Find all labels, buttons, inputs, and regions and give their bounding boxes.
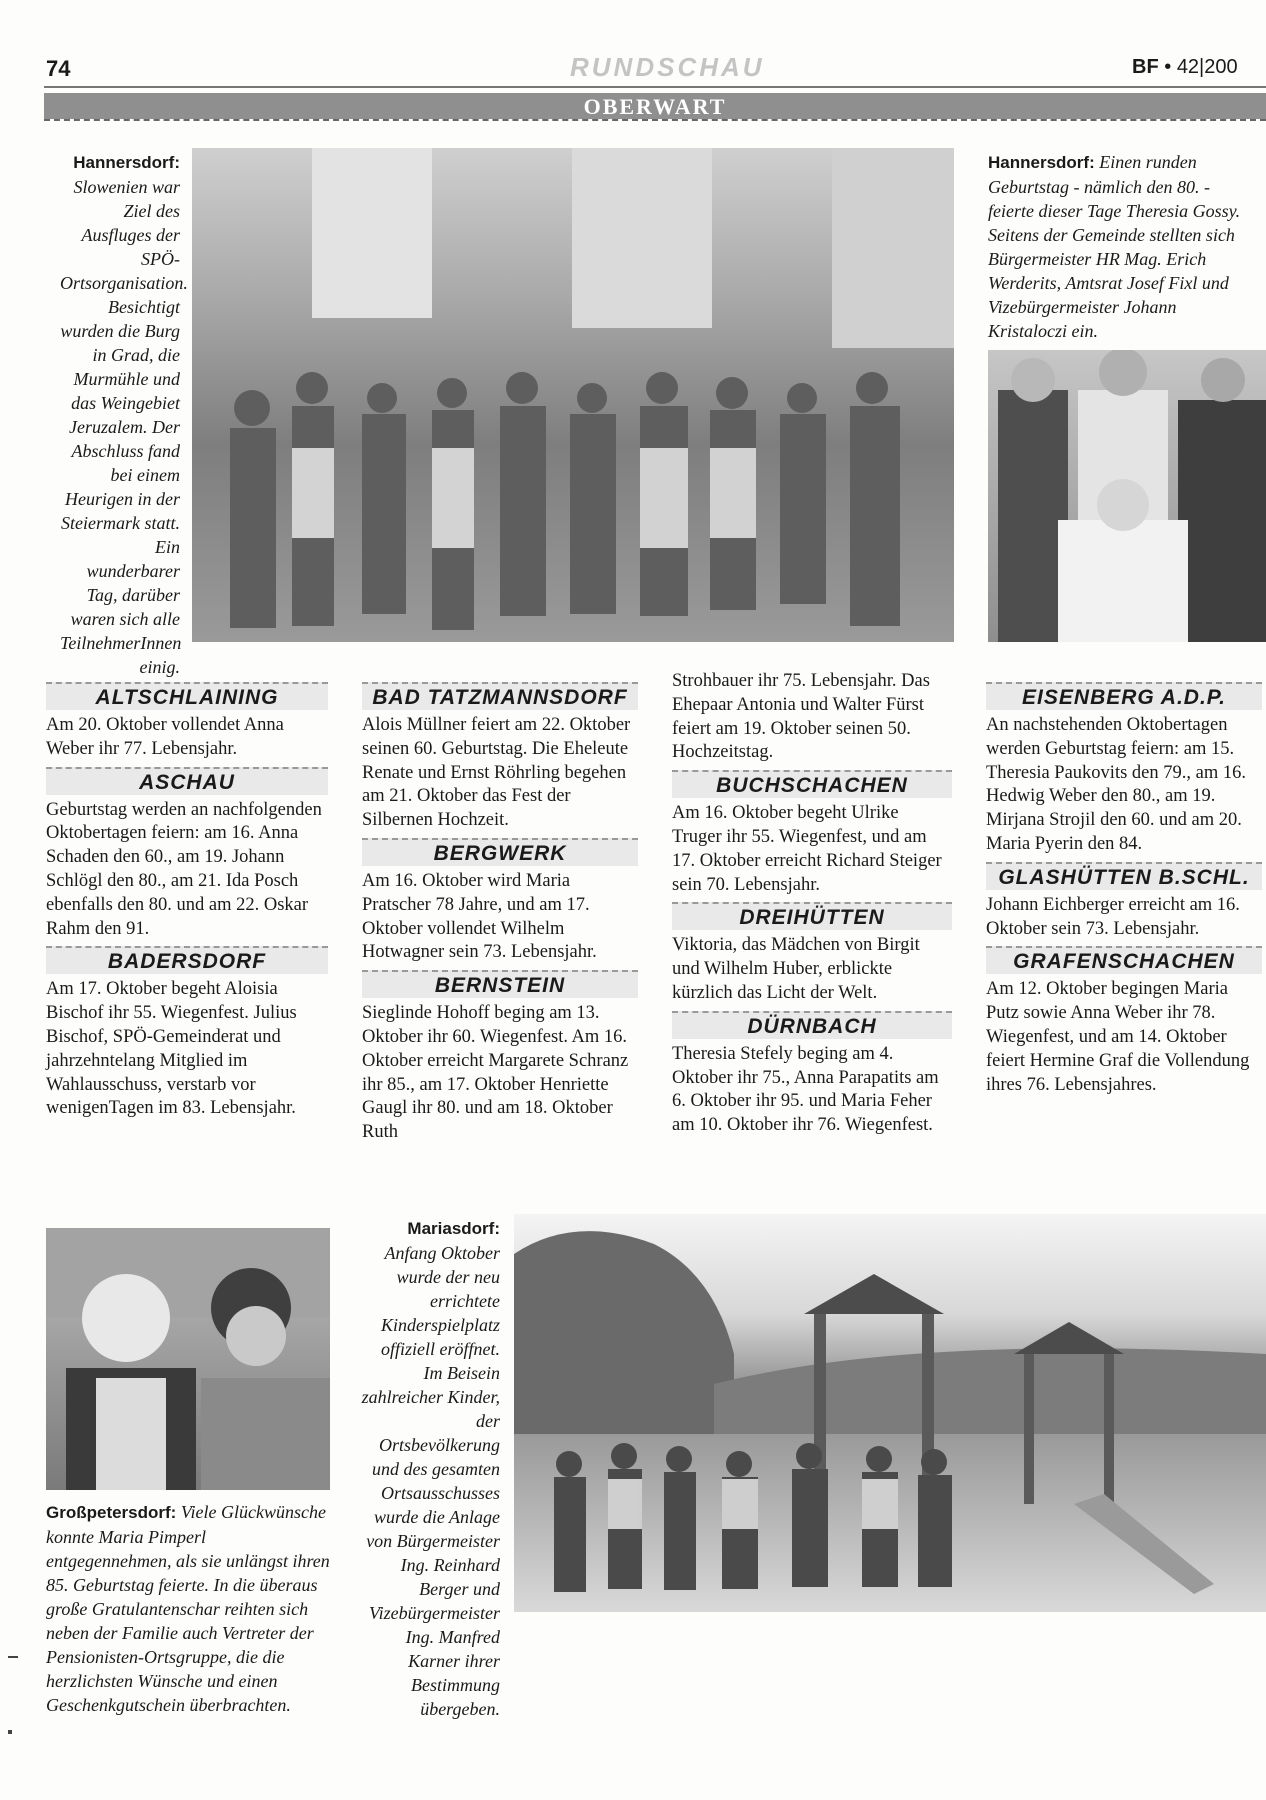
article-buchschachen: Am 16. Oktober begeht Ulrike Truger ihr 55. Wiegenfest, und am 17. Oktober erreicht Richard Steiger sein 70. Lebensjahr. — [672, 803, 942, 895]
column-3 — [672, 670, 952, 1138]
heading-duernbach: DÜRNBACH — [672, 1011, 952, 1039]
caption-place: Großpetersdorf: — [46, 1503, 177, 1522]
article-badersdorf: Am 17. Oktober begeht Aloisia Bischof ihr 55. Wiegenfest. Julius Bischof, SPÖ-Gemeinderat und jahrzehntelang Mitglied im Wahlausschuss, verstarb vor wenigenTagen im 83. Lebensjahr. — [46, 979, 297, 1119]
heading-dreihuetten: DREIHÜTTEN — [672, 902, 952, 930]
article-grafenschachen: Am 12. Oktober begingen Maria Putz sowie Anna Weber ihr 78. Wiegenfest, und am 14. Oktober feiert Hermine Graf die Vollendung ihres 76. Lebensjahres. — [986, 979, 1250, 1095]
header-rule — [44, 86, 1266, 88]
group-photo-graphic — [192, 148, 954, 642]
margin-mark — [8, 1656, 18, 1658]
photo-mariasdorf-playground — [514, 1214, 1266, 1612]
heading-eisenberg: EISENBERG A.D.P. — [986, 682, 1262, 710]
article-altschlaining: Am 20. Oktober vollendet Anna Weber ihr 77. Lebensjahr. — [46, 715, 284, 759]
heading-bergwerk: BERGWERK — [362, 838, 638, 866]
section-dashed-rule — [44, 119, 1266, 121]
issue-number: 42|200 — [1176, 56, 1238, 78]
column-2 — [362, 682, 638, 1145]
caption-place: Mariasdorf: — [407, 1219, 500, 1238]
photo-group-trip — [192, 148, 954, 642]
playground-photo-graphic — [514, 1214, 1266, 1612]
heading-buchschachen: BUCHSCHACHEN — [672, 770, 952, 798]
grosspetersdorf-photo-graphic — [46, 1228, 330, 1490]
photo-grosspetersdorf — [46, 1228, 330, 1490]
caption-hannersdorf-trip — [60, 150, 188, 679]
column-4 — [986, 682, 1262, 1097]
caption-text: Viele Glückwünsche konnte Maria Pimperl entgegennehmen, als sie unlängst ihren 85. Geburtstag feierte. In die überaus große Gratulantenschar reihten sich neben der Familie auch Vertreter der Pensionisten-Ortsgruppe, die die herzlichsten Wünsche und einen Geschenkgutschein überbrachten. — [46, 1502, 330, 1715]
page-number: 74 — [46, 56, 71, 81]
photo-hannersdorf-birthday — [988, 350, 1266, 642]
article-glashuetten: Johann Eichberger erreicht am 16. Oktober sein 73. Lebensjahr. — [986, 894, 1240, 939]
heading-altschlaining: ALTSCHLAINING — [46, 682, 328, 710]
margin-mark — [8, 1730, 12, 1734]
heading-grafenschachen: GRAFENSCHACHEN — [986, 946, 1262, 974]
heading-glashuetten: GLASHÜTTEN B.SCHL. — [986, 862, 1262, 890]
caption-text: Slowenien war Ziel des Ausfluges der SPÖ-Ortsorganisation. Besichtigt wurden die Burg in Grad, die Murmühle und das Weingebiet Jeruzalem. Der Abschluss fand bei einem Heurigen in der Steiermark statt. Ein wunderbarer Tag, darüber waren sich alle TeilnehmerInnen einig. — [60, 177, 188, 677]
issue-separator: • — [1164, 56, 1172, 78]
issue-brand: BF — [1132, 56, 1159, 78]
heading-aschau: ASCHAU — [46, 767, 328, 795]
column-1 — [46, 682, 328, 1121]
section-title: OBERWART — [583, 94, 727, 119]
caption-grosspetersdorf — [46, 1500, 330, 1717]
article-bergwerk: Am 16. Oktober wird Maria Pratscher 78 Jahre, und am 17. Oktober vollendet Wilhelm Hotwagner sein 73. Lebensjahr. — [362, 870, 597, 963]
article-dreihuetten: Viktoria, das Mädchen von Birgit und Wilhelm Huber, erblickte kürzlich das Licht der Welt. — [672, 935, 920, 1003]
heading-badersdorf: BADERSDORF — [46, 946, 328, 974]
caption-hannersdorf-birthday — [988, 150, 1258, 343]
article-duernbach: Theresia Stefely beging am 4. Oktober ihr 75., Anna Parapatits am 6. Oktober ihr 95. und Maria Feher am 10. Oktober ihr 76. Wiegenfest. — [672, 1043, 939, 1136]
section-banner — [44, 93, 1266, 119]
article-bad-tatzmannsdorf: Alois Müllner feiert am 22. Oktober seinen 60. Geburtstag. Die Eheleute Renate und Ernst Röhrling begehen am 21. Oktober das Fest der Silbernen Hochzeit. — [362, 715, 631, 831]
caption-text: Einen runden Geburtstag - nämlich den 80. - feierte dieser Tage Theresia Gossy. Seitens der Gemeinde stellten sich Bürgermeister HR Mag. Erich Werderits, Amtsrat Josef Fixl und Vizebürgermeister Johann Kristaloczi ein. — [988, 152, 1241, 341]
caption-text: Anfang Oktober wurde der neu errichtete Kinderspielplatz offiziell eröffnet. Im Beisein zahlreicher Kinder, der Ortsbevölkerung und des gesamten Ortsausschusses wurde die Anlage von Bürgermeister Ing. Reinhard Berger und Vizebürgermeister Ing. Manfred Karner ihrer Bestimmung übergeben. — [361, 1243, 500, 1719]
masthead-title: RUNDSCHAU — [570, 52, 765, 82]
article-aschau: Geburtstag werden an nachfolgenden Oktobertagen feiern: am 16. Anna Schaden den 60., am 19. Johann Schlögl den 80., am 21. Ida Posch ebenfalls den 80. und am 22. Oskar Rahm den 91. — [46, 799, 322, 939]
caption-mariasdorf — [360, 1216, 500, 1721]
heading-bernstein: BERNSTEIN — [362, 970, 638, 998]
caption-place: Hannersdorf: — [988, 153, 1095, 172]
issue-label — [1132, 56, 1238, 79]
article-eisenberg: An nachstehenden Oktobertagen werden Geburtstag feiern: am 15. Theresia Paukovits den 79., am 16. Hedwig Weber den 80., am 19. Mirjana Strojil den 60. und am 20. Maria Pyerin den 84. — [986, 715, 1246, 854]
article-bernstein: Sieglinde Hohoff beging am 13. Oktober ihr 60. Wiegenfest. Am 16. Oktober erreicht Margarete Schranz ihr 85., am 17. Oktober Henriette Gaugl ihr 80. und am 18. Oktober Ruth — [362, 1003, 629, 1143]
article-bernstein-continued: Strohbauer ihr 75. Lebensjahr. Das Ehepaar Antonia und Walter Fürst feiert am 19. Oktober seinen 50. Hochzeitstag. — [672, 671, 930, 763]
birthday-photo-graphic — [988, 350, 1266, 642]
caption-place: Hannersdorf: — [73, 153, 180, 172]
heading-bad-tatzmannsdorf: BAD TATZMANNSDORF — [362, 682, 638, 710]
